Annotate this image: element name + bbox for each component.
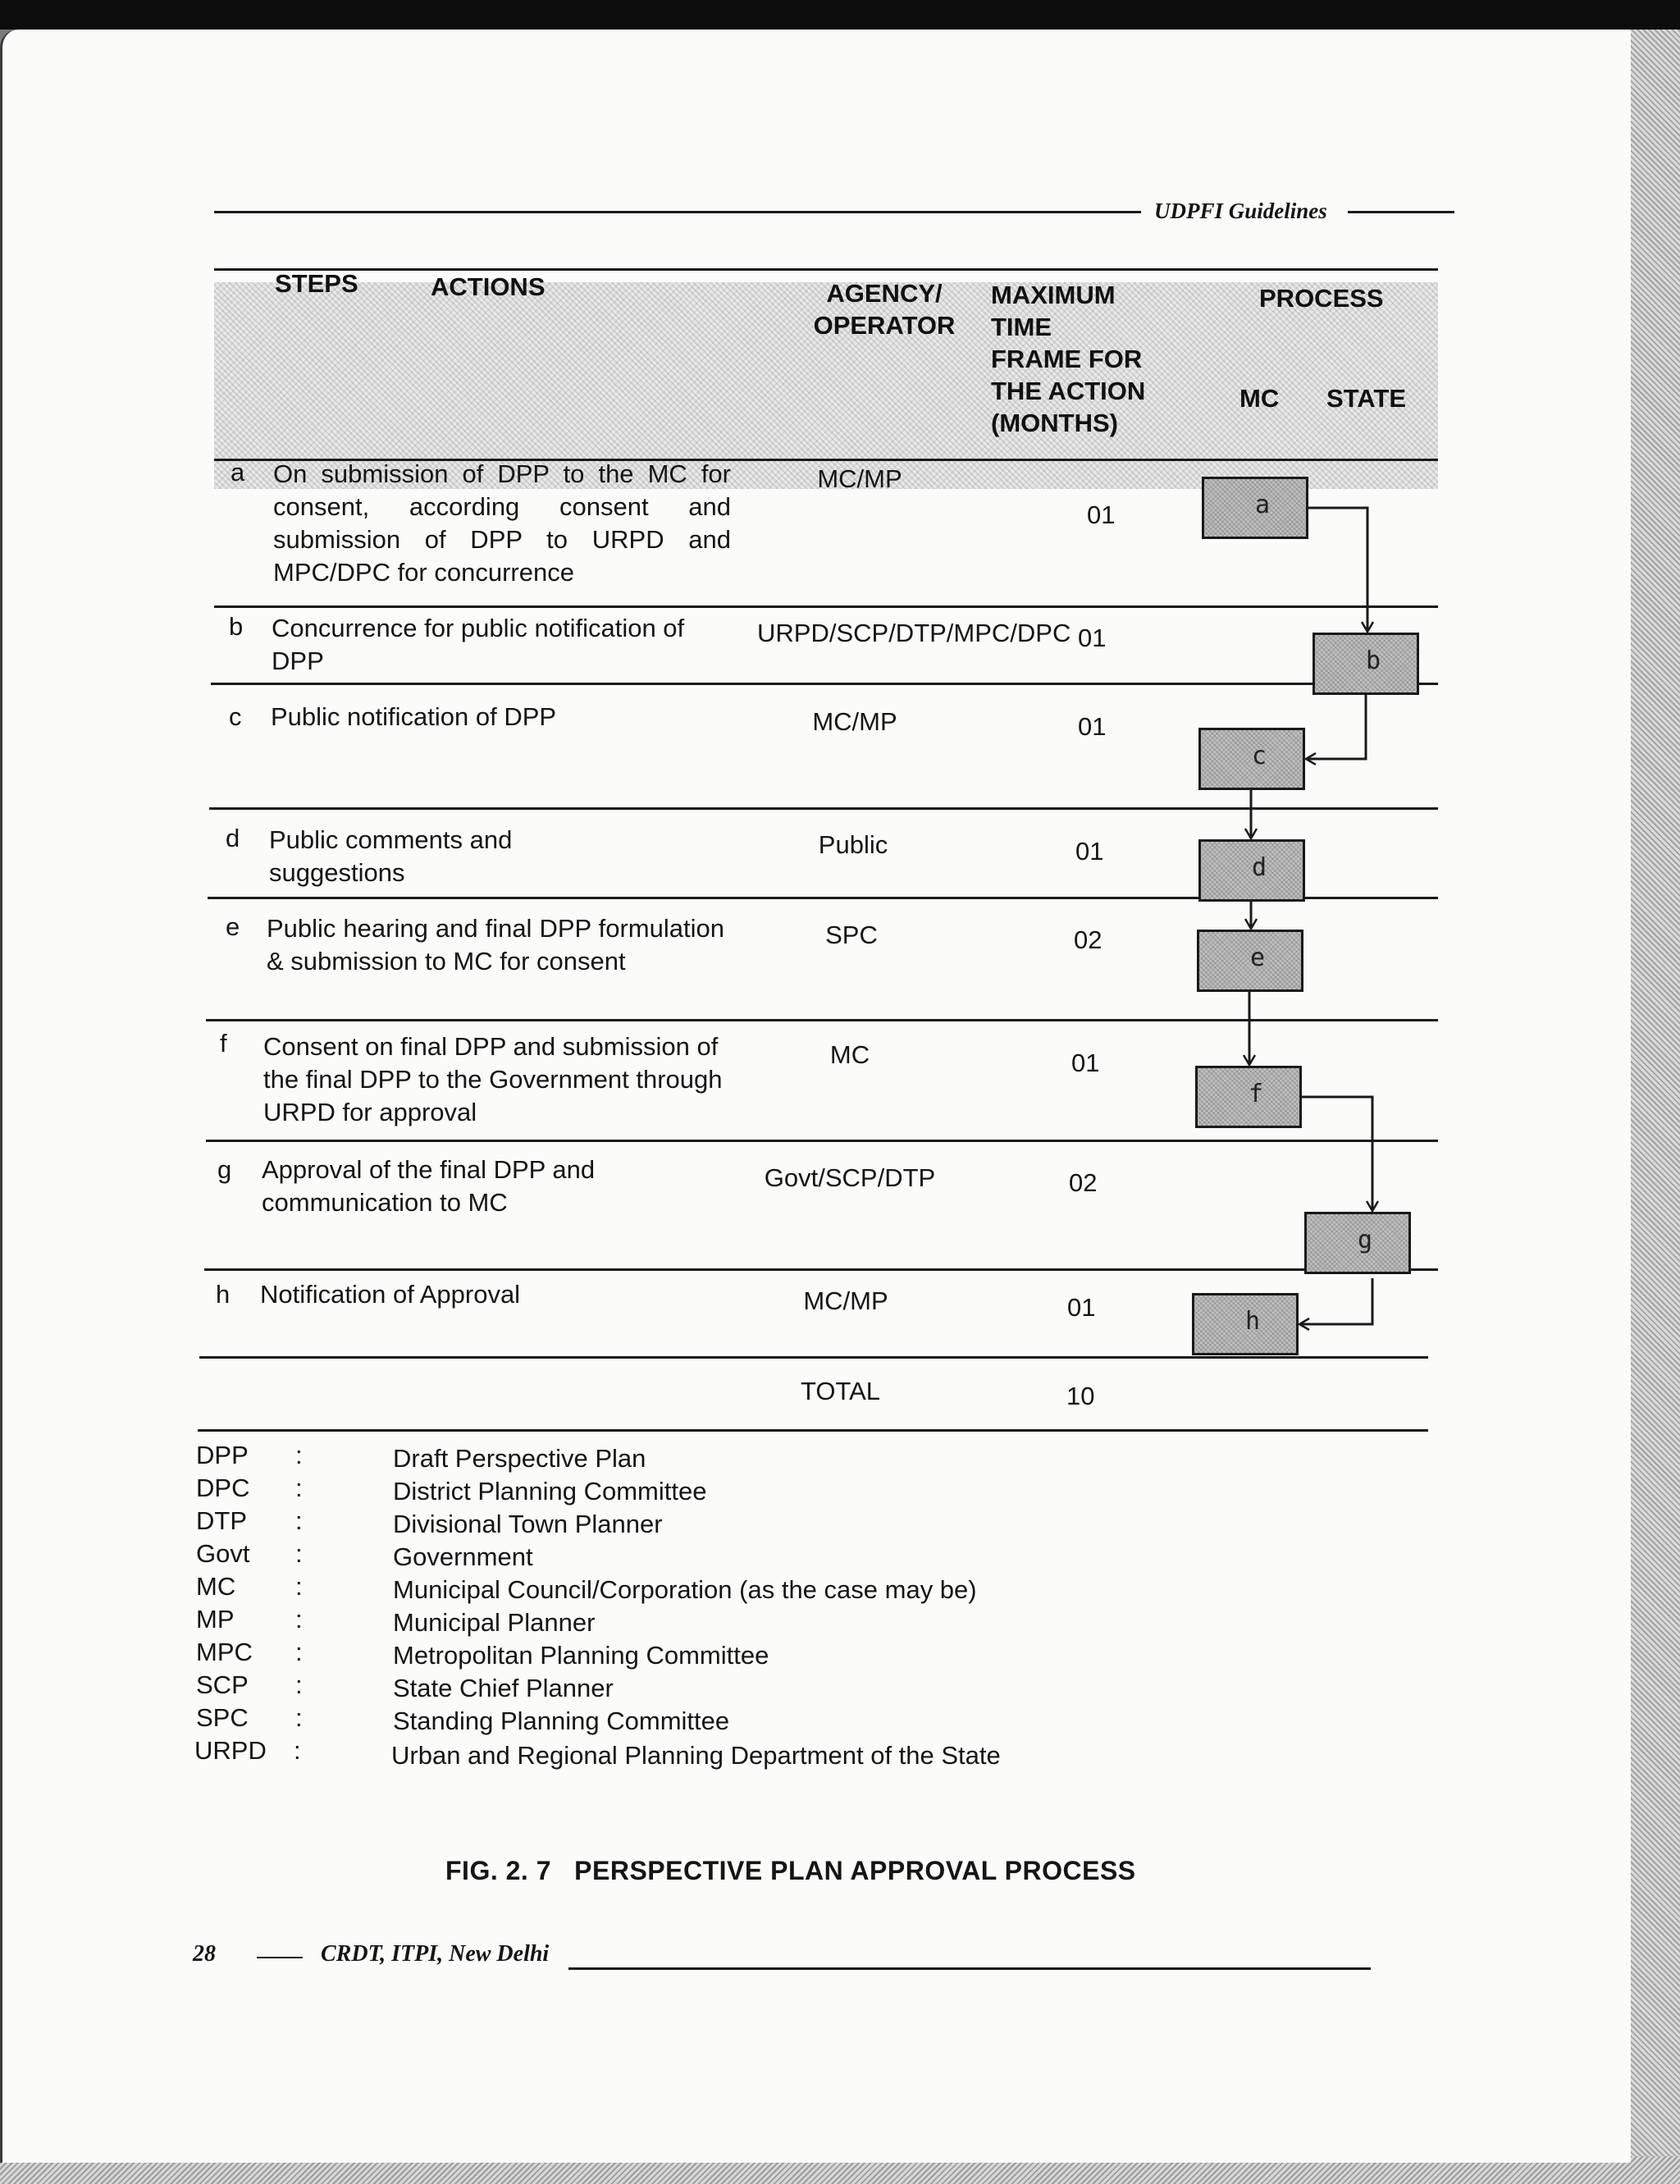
header-time-line: TIME (991, 313, 1052, 341)
row-g-months: 02 (1069, 1168, 1098, 1197)
footer-rule (568, 1967, 1371, 1970)
abbr-colon: : (295, 1506, 303, 1535)
arrow-f-to-g (1302, 1097, 1372, 1210)
abbr-colon: : (295, 1703, 303, 1732)
abbr-term: MP (196, 1605, 235, 1633)
footer-source: CRDT, ITPI, New Delhi (321, 1941, 550, 1967)
row-d-action: Public comments and suggestions (269, 825, 513, 887)
abbr-colon: : (295, 1572, 303, 1601)
process-box-label: b (1365, 647, 1381, 675)
header-time-line: THE ACTION (991, 377, 1146, 405)
row-h-step: h (216, 1280, 231, 1309)
process-flow-arrows (2, 30, 1631, 1506)
row-d-agency: Public (818, 830, 888, 859)
header-agency-line: OPERATOR (813, 311, 956, 340)
abbr-meaning: Government (393, 1542, 533, 1571)
row-c-action: Public notification of DPP (271, 702, 557, 731)
abbr-term: URPD (194, 1736, 267, 1765)
row-e-months: 02 (1074, 925, 1102, 954)
header-agency-line: AGENCY/ (826, 279, 943, 308)
total-label: TOTAL (801, 1377, 881, 1405)
abbr-meaning: Municipal Council/Corporation (as the case may be) (393, 1575, 977, 1604)
header-process: PROCESS (1259, 284, 1384, 313)
abbr-meaning: Divisional Town Planner (393, 1510, 663, 1538)
abbr-colon: : (295, 1605, 303, 1633)
abbr-term: Govt (196, 1539, 250, 1568)
row-d-months: 01 (1075, 837, 1104, 866)
header-time-line: (MONTHS) (991, 409, 1118, 437)
row-a-months: 01 (1087, 500, 1116, 529)
abbr-term: MC (196, 1572, 236, 1601)
abbr-term: SCP (196, 1670, 249, 1699)
abbr-meaning: Municipal Planner (393, 1608, 596, 1637)
abbr-meaning: Standing Planning Committee (393, 1707, 730, 1735)
row-f-action: Consent on final DPP and submission of the final DPP to the Government through URPD for approval (263, 1032, 723, 1126)
abbr-meaning: Urban and Regional Planning Department of the State (391, 1741, 1001, 1770)
process-box-label: c (1251, 742, 1267, 770)
row-b-months: 01 (1078, 624, 1107, 652)
row-f-step: f (220, 1029, 227, 1058)
row-h-agency: MC/MP (803, 1286, 888, 1315)
row-a-step: a (231, 458, 245, 487)
abbr-colon: : (294, 1736, 301, 1765)
header-process-state: STATE (1326, 384, 1407, 413)
row-f-agency: MC (829, 1040, 870, 1069)
header-steps: STEPS (275, 269, 358, 298)
scan-top-edge (0, 0, 1680, 30)
row-c-step: c (229, 702, 242, 731)
figure-caption: FIG. 2. 7 PERSPECTIVE PLAN APPROVAL PROCESS (445, 1856, 1136, 1885)
row-e-action: Public hearing and final DPP formulation & submission to MC for consent (267, 914, 724, 975)
process-box-label: e (1249, 944, 1266, 972)
row-c-agency: MC/MP (812, 707, 897, 736)
row-h-action: Notification of Approval (260, 1280, 521, 1309)
row-e-step: e (226, 912, 240, 941)
row-b-action: Concurrence for public notification of DPP (272, 614, 685, 675)
header-time-line: FRAME FOR (991, 345, 1143, 373)
process-box-label: f (1248, 1080, 1264, 1108)
arrow-b-to-c (1307, 695, 1366, 759)
abbr-colon: : (295, 1441, 303, 1469)
abbr-meaning: Draft Perspective Plan (393, 1444, 646, 1473)
row-g-step: g (217, 1155, 232, 1184)
row-b-agency: URPD/SCP/DTP/MPC/DPC (757, 619, 1071, 647)
document-page (0, 30, 1631, 2163)
header-time-line: MAXIMUM (991, 281, 1116, 309)
process-box-label: d (1251, 853, 1267, 882)
row-g-agency: Govt/SCP/DTP (764, 1163, 936, 1192)
header-actions: ACTIONS (431, 272, 546, 301)
header-process-mc: MC (1239, 384, 1280, 413)
abbr-term: MPC (196, 1638, 253, 1666)
footer-dash (257, 1957, 303, 1958)
abbr-colon: : (295, 1670, 303, 1699)
row-g-action: Approval of the final DPP and communication to MC (262, 1155, 596, 1217)
running-header: UDPFI Guidelines (1154, 199, 1327, 223)
abbr-meaning: Metropolitan Planning Committee (393, 1641, 769, 1670)
abbr-term: DPP (196, 1441, 249, 1469)
abbr-colon: : (295, 1539, 303, 1568)
abbr-meaning: District Planning Committee (393, 1477, 707, 1505)
page-number: 28 (193, 1941, 216, 1967)
row-c-months: 01 (1078, 712, 1107, 741)
row-b-step: b (229, 612, 244, 641)
row-e-agency: SPC (825, 921, 878, 949)
row-h-months: 01 (1067, 1293, 1096, 1322)
abbr-term: DPC (196, 1474, 250, 1502)
process-box-label: h (1244, 1307, 1261, 1336)
total-value: 10 (1066, 1382, 1095, 1410)
arrow-g-to-h (1300, 1278, 1372, 1324)
process-box-label: g (1357, 1226, 1373, 1254)
abbr-meaning: State Chief Planner (393, 1674, 614, 1702)
row-a-agency: MC/MP (817, 464, 902, 493)
abbr-colon: : (295, 1638, 303, 1666)
abbr-term: SPC (196, 1703, 249, 1732)
row-f-months: 01 (1071, 1049, 1100, 1077)
abbr-term: DTP (196, 1506, 247, 1535)
abbr-colon: : (295, 1474, 303, 1502)
row-a-action: On submission of DPP to the MC for consent, according consent and submission of DPP to URPD and MPC/DPC for concurrence (273, 459, 731, 587)
arrow-a-to-b (1308, 508, 1367, 631)
process-box-label: a (1254, 491, 1271, 519)
row-d-step: d (226, 824, 240, 852)
